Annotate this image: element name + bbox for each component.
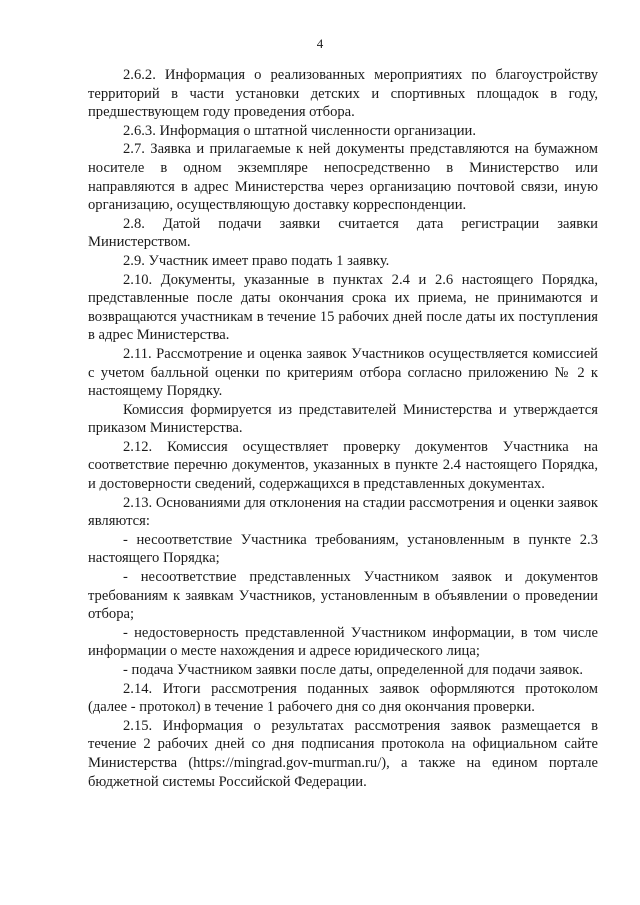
paragraph-2-13: 2.13. Основаниями для отклонения на стадии рассмотрения и оценки заявок являются: bbox=[88, 494, 598, 530]
paragraph-2-9: 2.9. Участник имеет право подать 1 заявку. bbox=[123, 252, 390, 269]
list-item-rejection-1: - несоответствие Участника требованиям, установленным в пункте 2.3 настоящего Порядка; bbox=[88, 531, 598, 567]
document-body bbox=[88, 66, 598, 791]
paragraph-2-6-3: 2.6.3. Информация о штатной численности организации. bbox=[123, 122, 477, 139]
paragraph-2-15: 2.15. Информация о результатах рассмотрения заявок размещается в течение 2 рабочих дней со дня подписания протокола на официальном сайте Министерства (https://mingrad.gov-murman.ru/), а также на едином портале бюджетной системы Российской Федерации. bbox=[88, 717, 598, 790]
list-item-rejection-2: - несоответствие представленных Участником заявок и документов требованиям к заявкам Участников, установленным в объявлении о проведении отбора; bbox=[88, 569, 598, 623]
paragraph-2-8: 2.8. Датой подачи заявки считается дата регистрации заявки Министерством. bbox=[88, 215, 598, 251]
paragraph-2-11: 2.11. Рассмотрение и оценка заявок Участников осуществляется комиссией с учетом балльной оценки по критериям отбора согласно приложению № 2 к настоящему Порядку. bbox=[88, 345, 598, 400]
list-item-rejection-3: - недостоверность представленной Участником информации, в том числе информации о месте нахождения и адресе юридического лица; bbox=[88, 624, 598, 660]
paragraph-commission: Комиссия формируется из представителей Министерства и утверждается приказом Министерства. bbox=[88, 401, 598, 437]
paragraph-2-10: 2.10. Документы, указанные в пунктах 2.4 и 2.6 настоящего Порядка, представленные после даты окончания срока их приема, не принимаются и возвращаются участникам в течение 15 рабочих дней после даты их поступления в адрес Министерства. bbox=[88, 271, 598, 344]
page-number: 4 bbox=[316, 36, 324, 51]
paragraph-2-12: 2.12. Комиссия осуществляет проверку документов Участника на соответствие перечню документов, указанных в пункте 2.4 настоящего Порядка, и достоверности сведений, содержащихся в представленных документах. bbox=[88, 438, 598, 493]
list-item-rejection-4: - подача Участником заявки после даты, определенной для подачи заявок. bbox=[123, 662, 583, 678]
paragraph-2-7: 2.7. Заявка и прилагаемые к ней документы представляются на бумажном носителе в одном экземпляре непосредственно в Министерство или направляются в адрес Министерства через организацию почтовой связи, иную организацию, осуществляющую доставку корреспонденции. bbox=[88, 141, 598, 214]
paragraph-2-6-2: 2.6.2. Информация о реализованных мероприятиях по благоустройству территорий в части установки детских и спортивных площадок в году, предшествующем году проведения отбора. bbox=[88, 67, 598, 121]
paragraph-2-14: 2.14. Итоги рассмотрения поданных заявок оформляются протоколом (далее - протокол) в течение 1 рабочего дня со дня окончания проверки. bbox=[88, 680, 598, 716]
